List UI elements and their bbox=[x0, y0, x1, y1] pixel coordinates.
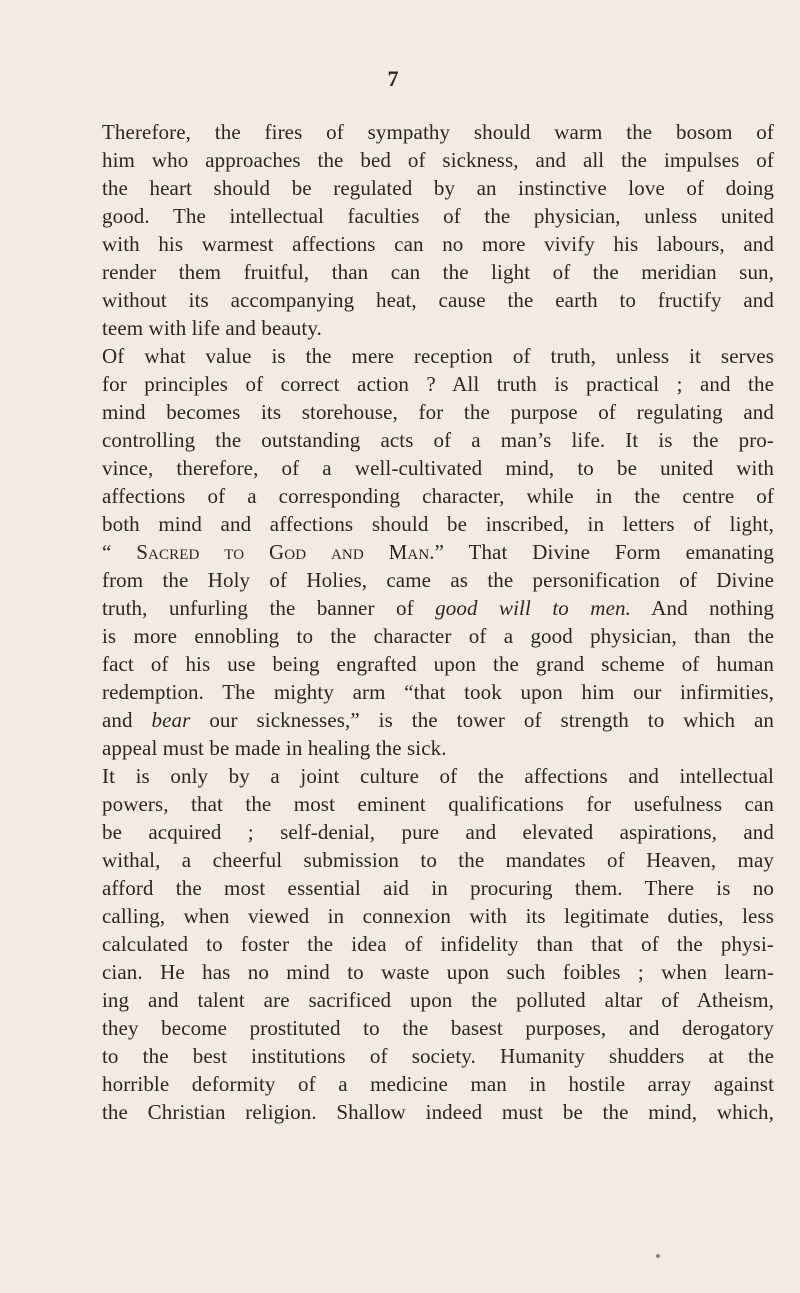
text-line-small-caps bbox=[102, 538, 774, 566]
text-line: It is only by a joint culture of the affections and intellectual bbox=[102, 764, 774, 788]
text-line-italic bbox=[102, 706, 774, 734]
text-line: the heart should be regulated by an instinctive love of doing bbox=[102, 176, 774, 200]
bear-line-before: and bbox=[102, 708, 152, 732]
text-line: controlling the outstanding acts of a man’s life. It is the pro- bbox=[102, 428, 774, 452]
text-line: Therefore, the fires of sympathy should warm the bosom of bbox=[102, 120, 774, 144]
text-line: affections of a corresponding character, while in the centre of bbox=[102, 484, 774, 508]
page-number: 7 bbox=[387, 66, 399, 91]
text-line: calculated to foster the idea of infidelity than that of the physi- bbox=[102, 932, 774, 956]
text-line: without its accompanying heat, cause the earth to fructify and bbox=[102, 288, 774, 312]
text-line: for principles of correct action ? All truth is practical ; and the bbox=[102, 372, 774, 396]
text-line: is more ennobling to the character of a good physician, than the bbox=[102, 624, 774, 648]
paragraph-2 bbox=[102, 342, 774, 762]
text-line: calling, when viewed in connexion with its legitimate duties, less bbox=[102, 904, 774, 928]
text-line: cian. He has no mind to waste upon such foibles ; when learn- bbox=[102, 960, 774, 984]
text-line: vince, therefore, of a well-cultivated mind, to be united with bbox=[102, 456, 774, 480]
text-line: from the Holy of Holies, came as the personification of Divine bbox=[102, 568, 774, 592]
text-line: they become prostituted to the basest purposes, and derogatory bbox=[102, 1016, 774, 1040]
ink-speck bbox=[656, 1254, 660, 1258]
text-line: be acquired ; self-denial, pure and elevated aspirations, and bbox=[102, 820, 774, 844]
text-line: ing and talent are sacrificed upon the polluted altar of Atheism, bbox=[102, 988, 774, 1012]
italic-line-after: And nothing bbox=[630, 596, 774, 620]
text-line: to the best institutions of society. Humanity shudders at the bbox=[102, 1044, 774, 1068]
italic-word: bear bbox=[151, 708, 191, 732]
text-line: withal, a cheerful submission to the mandates of Heaven, may bbox=[102, 848, 774, 872]
small-caps-motto: Sacred to God and Man. bbox=[136, 540, 435, 564]
italic-line-before: truth, unfurling the banner of bbox=[102, 596, 436, 620]
paragraph-1 bbox=[102, 118, 774, 342]
text-line: teem with life and beauty. bbox=[102, 316, 322, 340]
text-line: both mind and affections should be inscribed, in letters of light, bbox=[102, 512, 774, 536]
text-line: redemption. The mighty arm “that took upon him our infirmities, bbox=[102, 680, 774, 704]
text-line: horrible deformity of a medicine man in hostile array against bbox=[102, 1072, 774, 1096]
text-line: fact of his use being engrafted upon the grand scheme of human bbox=[102, 652, 774, 676]
paragraph-3 bbox=[102, 762, 774, 1126]
bear-line-after: our sicknesses,” is the tower of strength to which an bbox=[190, 708, 774, 732]
text-line: powers, that the most eminent qualifications for usefulness can bbox=[102, 792, 774, 816]
italic-phrase: good will to men. bbox=[435, 596, 631, 620]
text-line: render them fruitful, than can the light of the meridian sun, bbox=[102, 260, 774, 284]
text-line-italic bbox=[102, 594, 774, 622]
open-quote: “ bbox=[102, 540, 137, 564]
text-line: appeal must be made in healing the sick. bbox=[102, 736, 447, 760]
text-line: good. The intellectual faculties of the physician, unless united bbox=[102, 204, 774, 228]
text-line: him who approaches the bed of sickness, and all the impulses of bbox=[102, 148, 774, 172]
sc-line-rest: ” That Divine Form emanating bbox=[434, 540, 774, 564]
text-line: afford the most essential aid in procuring them. There is no bbox=[102, 876, 774, 900]
text-line: Of what value is the mere reception of truth, unless it serves bbox=[102, 344, 774, 368]
text-line: with his warmest affections can no more vivify his labours, and bbox=[102, 232, 774, 256]
body-text bbox=[102, 118, 774, 1126]
text-line: mind becomes its storehouse, for the purpose of regulating and bbox=[102, 400, 774, 424]
text-line: the Christian religion. Shallow indeed must be the mind, which, bbox=[102, 1100, 774, 1124]
